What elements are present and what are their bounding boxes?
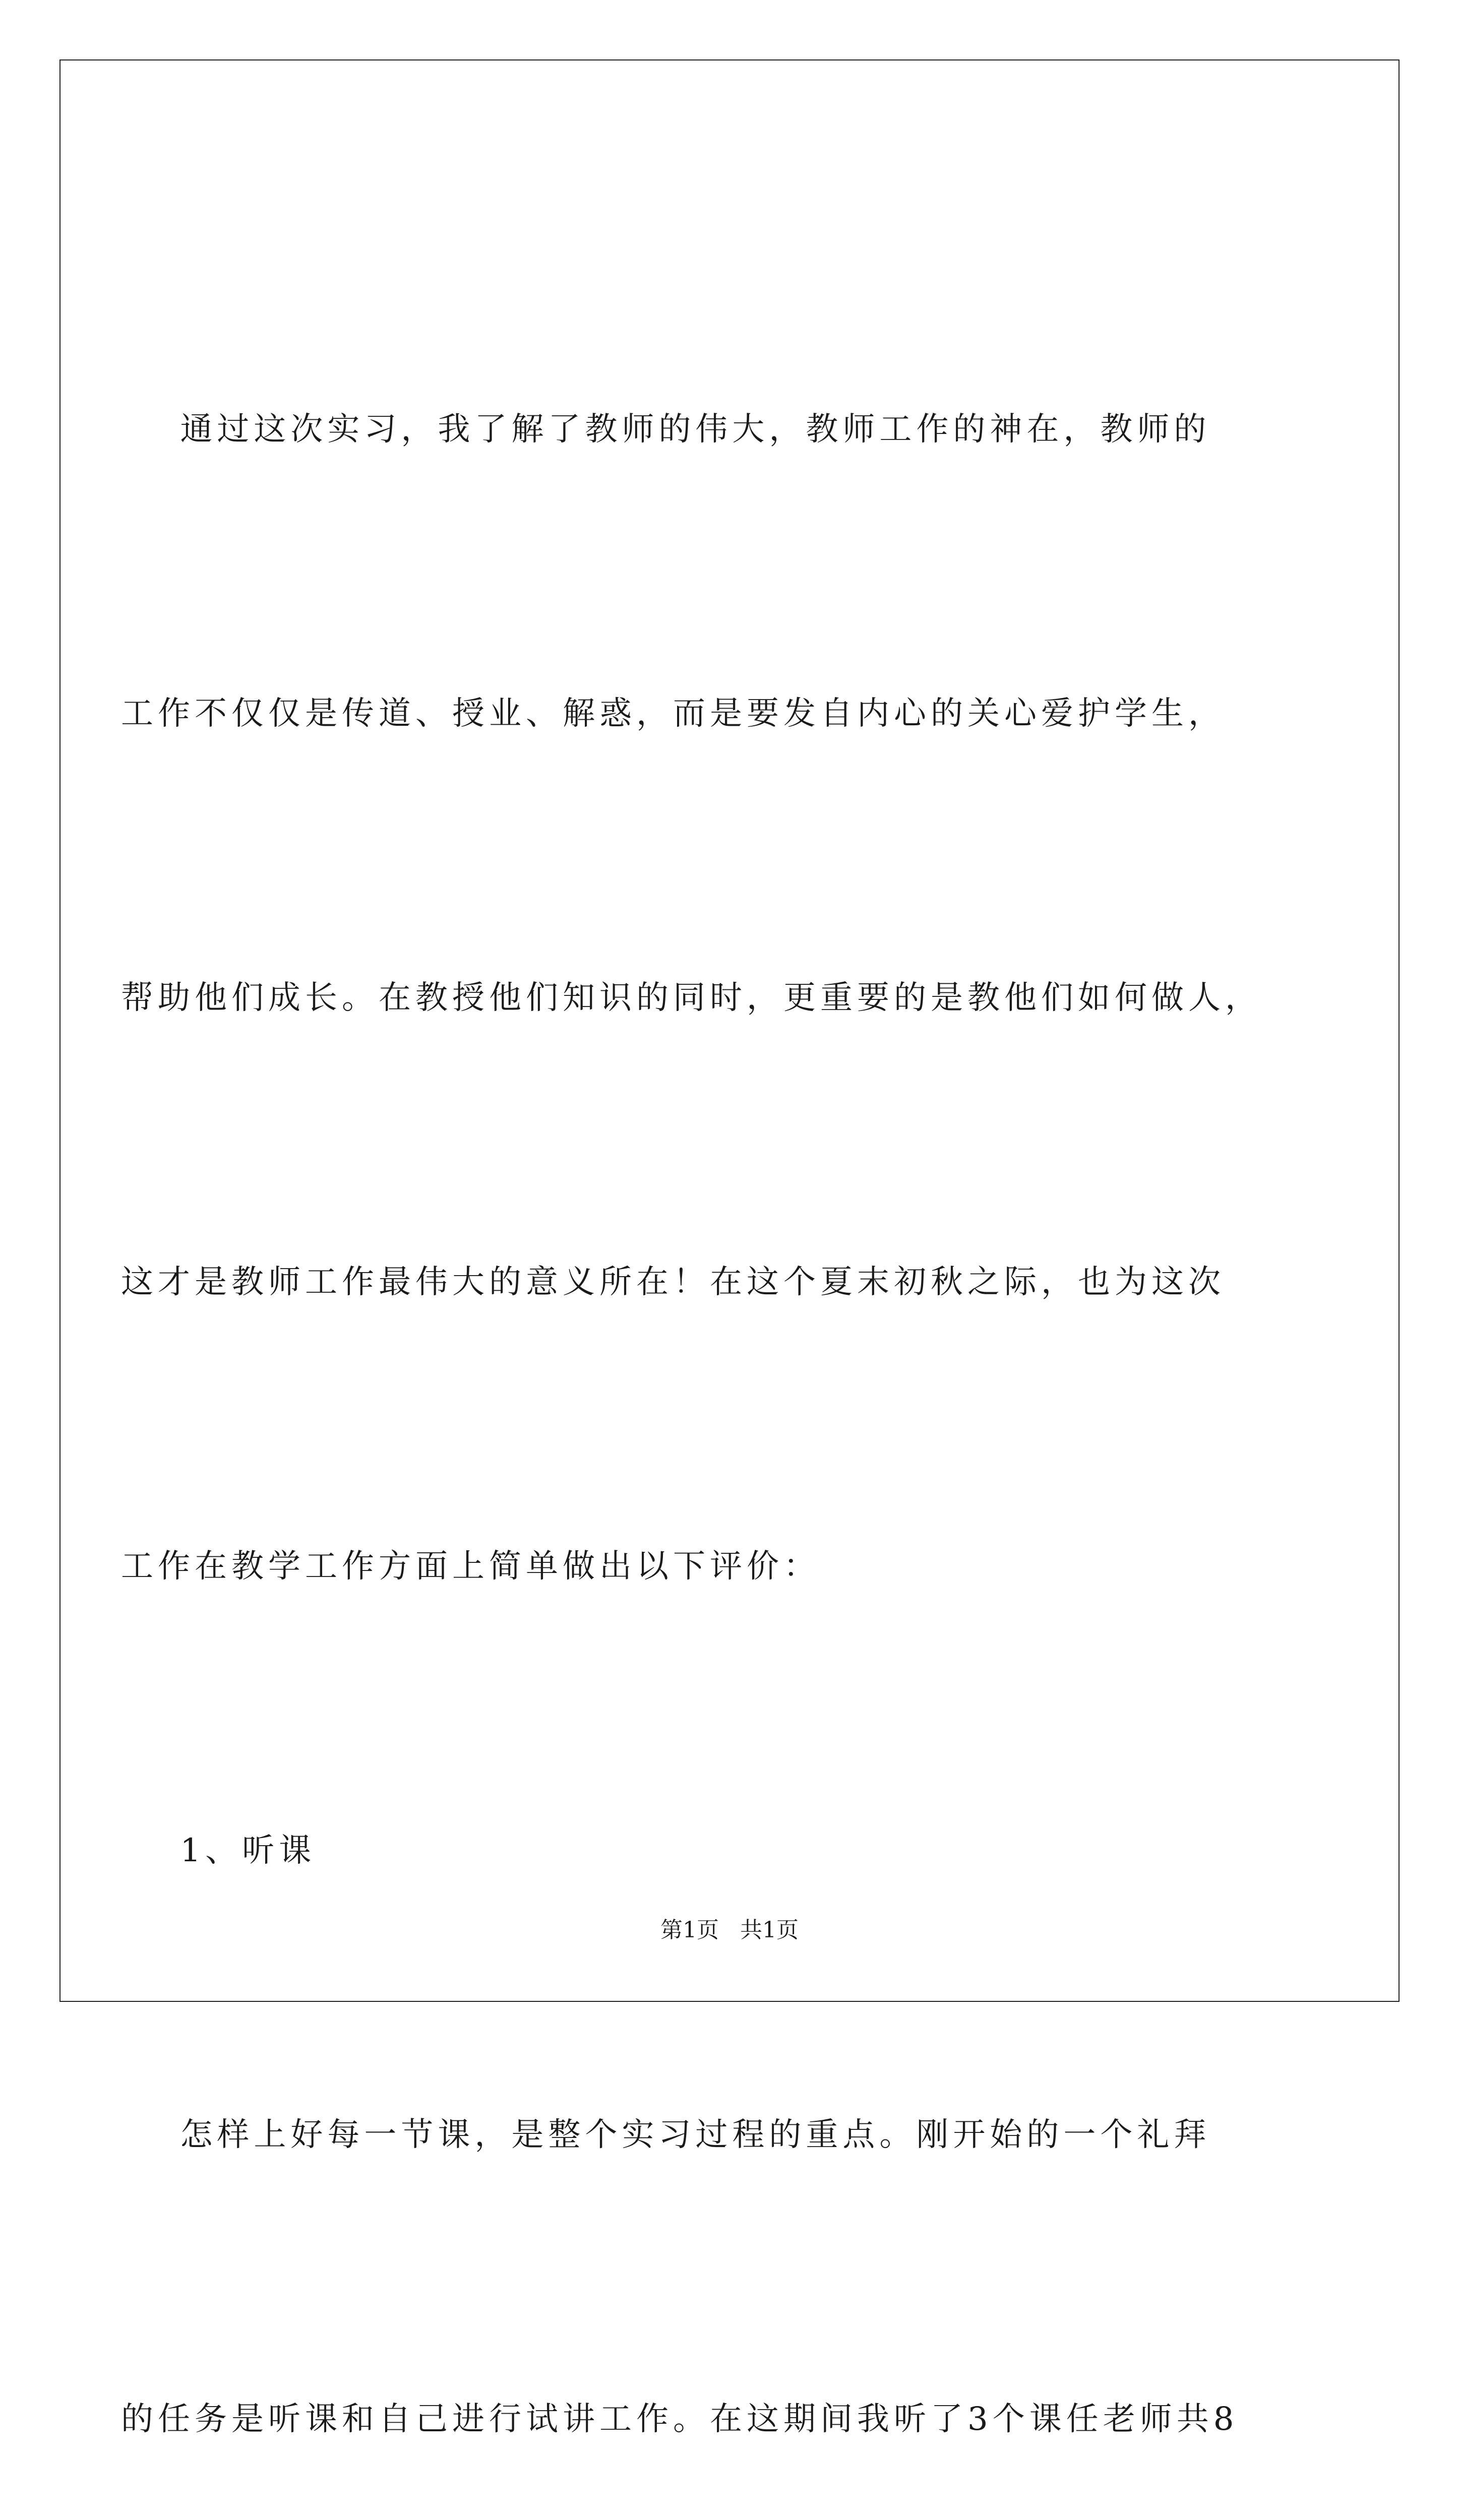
text-line: 这才是教师工作最伟大的意义所在！在这个夏末初秋之际，也为这次 [121,1264,1225,1301]
text-line: 工作在教学工作方面上简单做出以下评价： [121,1548,820,1585]
text-line: 工作不仅仅是传道、授业、解惑，而是要发自内心的关心爱护学生， [121,695,1225,732]
text-line: 通过这次实习，我了解了教师的伟大，教师工作的神在，教师的 [121,411,1211,448]
text-line: 怎样上好每一节课，是整个实习过程的重点。刚开始的一个礼拜 [121,2116,1211,2154]
section-heading-listening: 1、听课 [121,1832,316,1869]
document-body [121,193,1341,2520]
page-footer: 第1页 共1页 [660,1917,799,1943]
text-line: 帮助他们成长。在教授他们知识的同时，更重要的是教他们如何做人， [121,979,1262,1017]
text-line: 的任务是听课和自己进行试讲工作。在这期间我听了3个课任老师共8 [121,2401,1239,2438]
